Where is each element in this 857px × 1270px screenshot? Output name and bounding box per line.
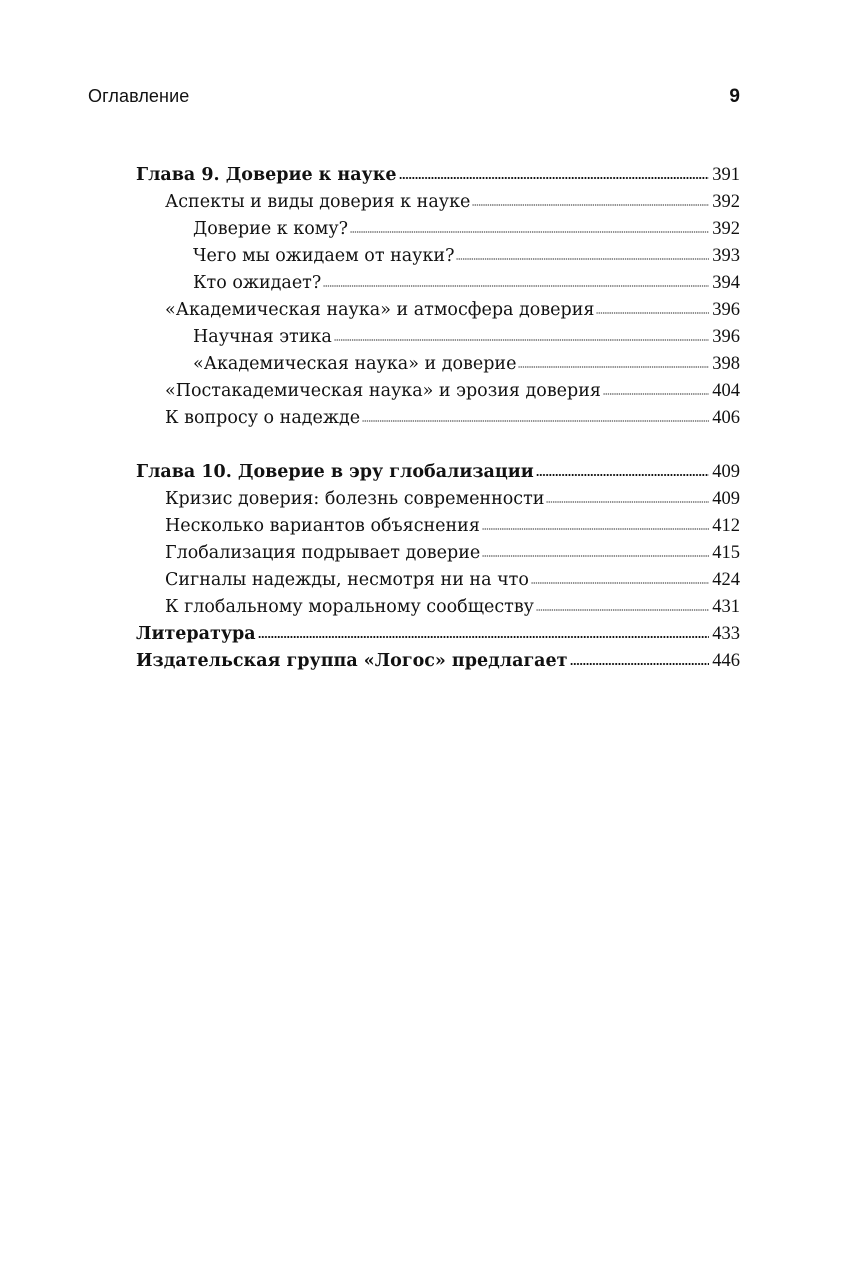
toc-entry-page: 424 [712,570,740,590]
toc-entry-page: 415 [712,543,740,563]
toc-entry-title: Доверие к кому? [193,219,349,239]
toc-section[interactable] [136,189,740,216]
toc-entry-title: Сигналы надежды, несмотря ни на что [165,570,529,590]
toc-entry-title: Глава 9. Доверие к науке [136,165,397,185]
dot-leader [531,581,709,585]
page-number: 9 [729,86,740,107]
toc-entry-page: 396 [712,327,740,347]
toc-entry-title: Кризис доверия: болезнь современности [165,489,545,509]
dot-leader [399,176,710,180]
toc-entry-page: 392 [712,192,740,212]
toc-entry-page: 398 [712,354,740,374]
dot-leader [362,419,709,423]
toc-section[interactable] [136,513,740,540]
toc-entry-title: Глава 10. Доверие в эру глобализации [136,462,534,482]
toc-entry-page: 433 [712,624,740,644]
toc-entry-title: «Постакадемическая наука» и эрозия доверия [165,381,601,401]
toc-entry-title: Чего мы ожидаем от науки? [193,246,455,266]
dot-leader [596,311,709,315]
toc-section[interactable] [136,594,740,621]
dot-leader [482,554,709,558]
toc-entry-page: 406 [712,408,740,428]
dot-leader [518,365,709,369]
toc-entry-title: Литература [136,624,256,644]
dot-leader [472,203,709,207]
toc-subsection[interactable] [136,324,740,351]
toc-publisher-offer[interactable] [136,648,740,675]
dot-leader [482,527,709,531]
toc-subsection[interactable] [136,270,740,297]
toc-section[interactable] [136,486,740,513]
toc-entry-page: 409 [712,489,740,509]
dot-leader [570,662,710,666]
toc-entry-title: Глобализация подрывает доверие [165,543,481,563]
toc-section[interactable] [136,297,740,324]
dot-leader [456,257,709,261]
toc-chapter-9[interactable] [136,162,740,189]
dot-leader [536,608,709,612]
page-header [88,86,740,112]
dot-leader [546,500,709,504]
toc-entry-title: «Академическая наука» и атмосфера доверия [165,300,595,320]
dot-leader [536,473,709,477]
toc-entry-title: Научная этика [193,327,332,347]
toc-entry-title: Несколько вариантов объяснения [165,516,480,536]
toc-subsection[interactable] [136,216,740,243]
running-title: Оглавление [88,86,190,106]
dot-leader [334,338,709,342]
toc-entry-page: 393 [712,246,740,266]
dot-leader [350,230,709,234]
toc-section[interactable] [136,540,740,567]
toc-entry-page: 391 [712,165,740,185]
toc-section[interactable] [136,405,740,432]
toc-entry-page: 392 [712,219,740,239]
toc-entry-page: 446 [712,651,740,671]
toc-bibliography[interactable] [136,621,740,648]
dot-leader [603,392,709,396]
toc-subsection[interactable] [136,243,740,270]
toc-entry-page: 412 [712,516,740,536]
toc-entry-page: 404 [712,381,740,401]
dot-leader [258,635,710,639]
toc-section[interactable] [136,567,740,594]
toc-chapter-10[interactable] [136,459,740,486]
toc-section[interactable] [136,378,740,405]
toc-entry-page: 409 [712,462,740,482]
toc-entry-page: 431 [712,597,740,617]
toc-entry-title: «Академическая наука» и доверие [193,354,517,374]
toc-subsection[interactable] [136,351,740,378]
toc-entry-page: 396 [712,300,740,320]
toc-entry-title: Издательская группа «Логос» предлагает [136,651,568,671]
toc-entry-page: 394 [712,273,740,293]
table-of-contents [136,162,740,675]
toc-entry-title: К вопросу о надежде [165,408,361,428]
toc-entry-title: Аспекты и виды доверия к науке [165,192,471,212]
toc-entry-title: Кто ожидает? [193,273,322,293]
toc-entry-title: К глобальному моральному сообществу [165,597,534,617]
dot-leader [323,284,709,288]
